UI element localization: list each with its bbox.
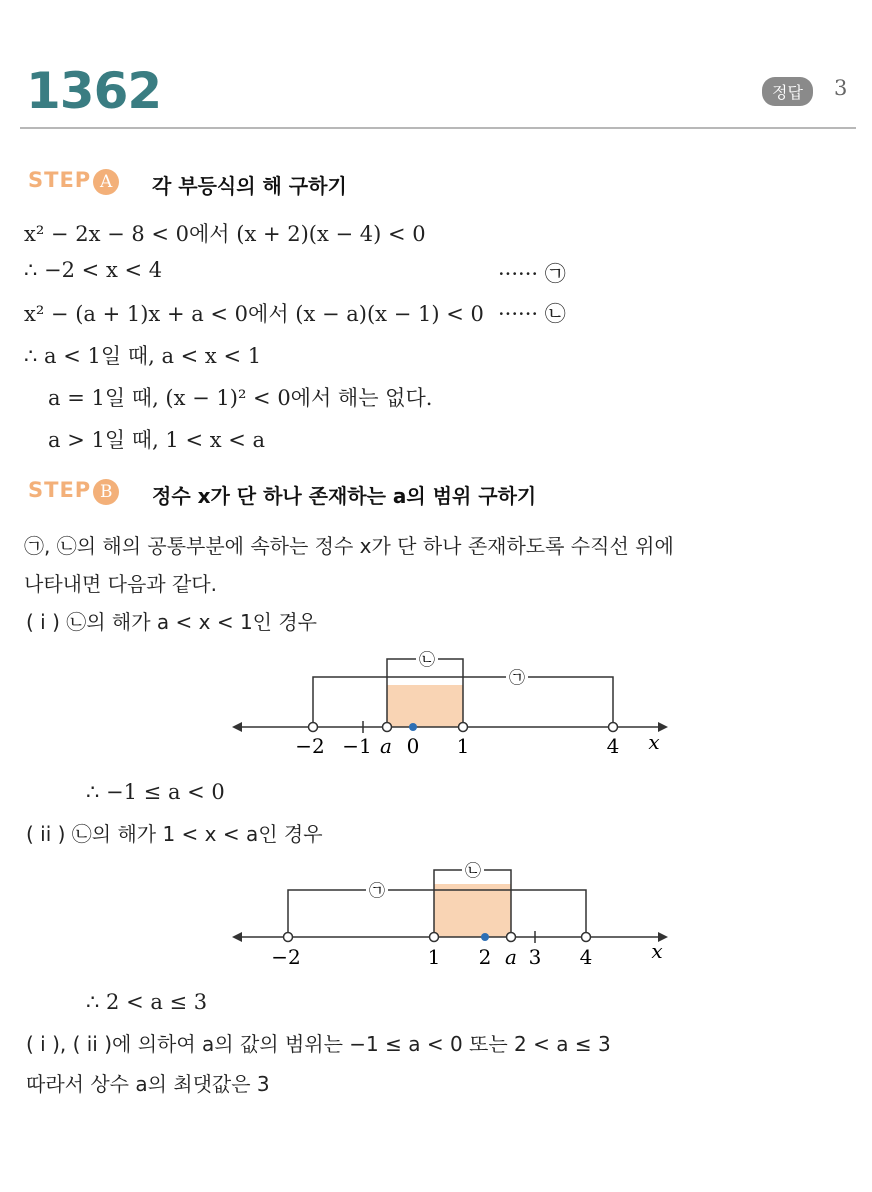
conclusion-1: ( i ), ( ii )에 의하여 a의 값의 범위는 −1 ≤ a < 0 또는 2 < a ≤ 3: [26, 1032, 611, 1056]
answer-value: 3: [834, 76, 848, 100]
open-point: [459, 723, 468, 732]
shaded-region: [387, 685, 463, 727]
tick-label: −2: [271, 945, 301, 969]
integer-point: [409, 723, 417, 731]
open-point: [284, 933, 293, 942]
step-a-line-3: x² − (a + 1)x + a < 0에서 (x − a)(x − 1) < 0: [24, 302, 484, 326]
step-a-line-1: x² − 2x − 8 < 0에서 (x + 2)(x − 4) < 0: [24, 222, 426, 246]
bracket-label-eq1: ㉠: [508, 668, 526, 687]
axis-label: x: [648, 730, 660, 754]
open-point: [430, 933, 439, 942]
step-b-intro-1: ㉠, ㉡의 해의 공통부분에 속하는 정수 x가 단 하나 존재하도록 수직선 위에: [24, 534, 674, 558]
integer-point: [481, 933, 489, 941]
tick-label: 2: [478, 945, 492, 969]
header-divider: [20, 127, 856, 129]
step-a-letter: A: [93, 169, 119, 195]
tick-label: 1: [427, 945, 441, 969]
bracket-label-eq1: ㉠: [368, 881, 386, 900]
problem-number: 1362: [26, 62, 162, 120]
tick-label: 0: [406, 734, 420, 758]
tick-label: 1: [456, 734, 470, 758]
tick-label: 3: [528, 945, 542, 969]
case-2-heading: ( ii ) ㉡의 해가 1 < x < a인 경우: [26, 822, 323, 846]
step-a-title: 각 부등식의 해 구하기: [152, 174, 347, 198]
tick-label: a: [505, 945, 517, 969]
open-point: [582, 933, 591, 942]
tick-label: 4: [579, 945, 593, 969]
number-line-diagram-2: [220, 852, 680, 976]
left-arrow-icon: [232, 932, 242, 942]
axis-label: x: [651, 939, 663, 963]
answer-badge: 정답: [762, 77, 813, 106]
step-b-intro-2: 나타내면 다음과 같다.: [24, 572, 217, 596]
tick-label: 4: [606, 734, 620, 758]
conclusion-2: 따라서 상수 a의 최댓값은 3: [26, 1072, 270, 1096]
number-line-diagram-1: [220, 640, 680, 768]
step-b-title: 정수 x가 단 하나 존재하는 a의 범위 구하기: [152, 484, 537, 508]
open-point: [309, 723, 318, 732]
step-a-line-2: ∴ −2 < x < 4: [24, 258, 163, 282]
step-b-label: STEP: [28, 478, 92, 502]
step-a-line-4: ∴ a < 1일 때, a < x < 1: [24, 344, 262, 368]
bracket-label-eq2: ㉡: [464, 861, 482, 880]
tick-label: −1: [342, 734, 372, 758]
bracket-label-eq2: ㉡: [418, 650, 436, 669]
step-b-heading: [28, 478, 119, 505]
step-a-heading: [28, 168, 119, 195]
step-a-label: STEP: [28, 168, 92, 192]
open-point: [609, 723, 618, 732]
tick-label: −2: [295, 734, 325, 758]
open-point: [507, 933, 516, 942]
marker-eq1: ······ ㉠: [498, 262, 566, 286]
case-2-result: ∴ 2 < a ≤ 3: [86, 990, 208, 1014]
open-point: [383, 723, 392, 732]
case-1-heading: ( i ) ㉡의 해가 a < x < 1인 경우: [26, 610, 317, 634]
step-a-line-5: a = 1일 때, (x − 1)² < 0에서 해는 없다.: [48, 386, 433, 410]
marker-eq2: ······ ㉡: [498, 302, 566, 326]
case-1-result: ∴ −1 ≤ a < 0: [86, 780, 225, 804]
tick-label: a: [380, 734, 392, 758]
step-a-line-6: a > 1일 때, 1 < x < a: [48, 428, 266, 452]
step-b-letter: B: [93, 479, 119, 505]
shaded-region: [434, 884, 511, 937]
left-arrow-icon: [232, 722, 242, 732]
